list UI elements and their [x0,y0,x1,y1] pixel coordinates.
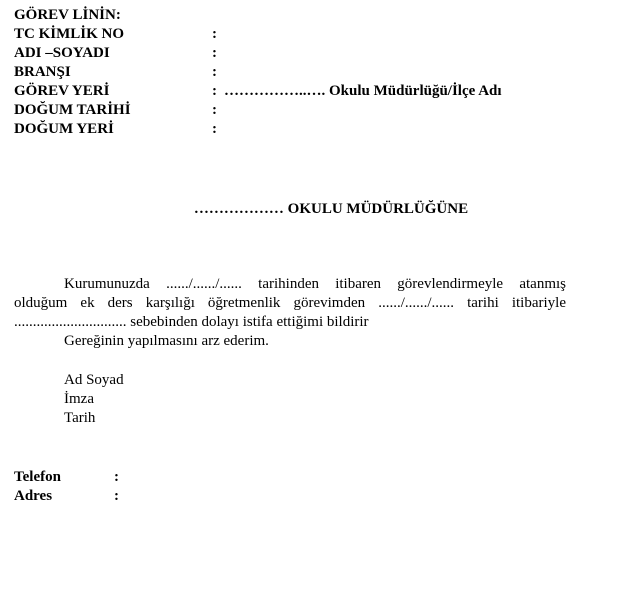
field-separator: : [212,64,217,80]
field-separator: : [212,45,217,61]
field-label: GÖREV YERİ [14,83,110,99]
field-label: DOĞUM YERİ [14,121,114,137]
field-separator: : [212,26,217,42]
contact-separator: : [114,469,119,485]
body-line-1: Kurumunuzda ....../....../...... tarihinden itibaren görevlendirmeyle atanmış [64,276,566,292]
addressee-title: ……………… OKULU MÜDÜRLÜĞÜNE [193,201,469,217]
field-label: BRANŞI [14,64,71,80]
body-line-3: .............................. sebebinden dolayı istifa ettiğimi bildirir [14,314,369,330]
signature-date: Tarih [64,410,96,426]
field-label: ADI –SOYADI [14,45,110,61]
closing-line: Gereğinin yapılmasını arz ederim. [64,333,269,349]
contact-label: Telefon [14,469,61,485]
section-title: GÖREV LİNİN: [14,7,121,23]
field-label: DOĞUM TARİHİ [14,102,131,118]
field-separator: : [212,83,217,99]
field-separator: : [212,121,217,137]
field-value: ……………..…. Okulu Müdürlüğü/İlçe Adı [224,83,502,99]
field-separator: : [212,102,217,118]
signature-name: Ad Soyad [64,372,124,388]
signature-sign: İmza [64,391,94,407]
field-label: TC KİMLİK NO [14,26,125,42]
contact-label: Adres [14,488,53,504]
contact-separator: : [114,488,119,504]
body-line-2: olduğum ek ders karşılığı öğretmenlik görevimden ....../....../...... tarihi itibariyle [14,295,566,311]
